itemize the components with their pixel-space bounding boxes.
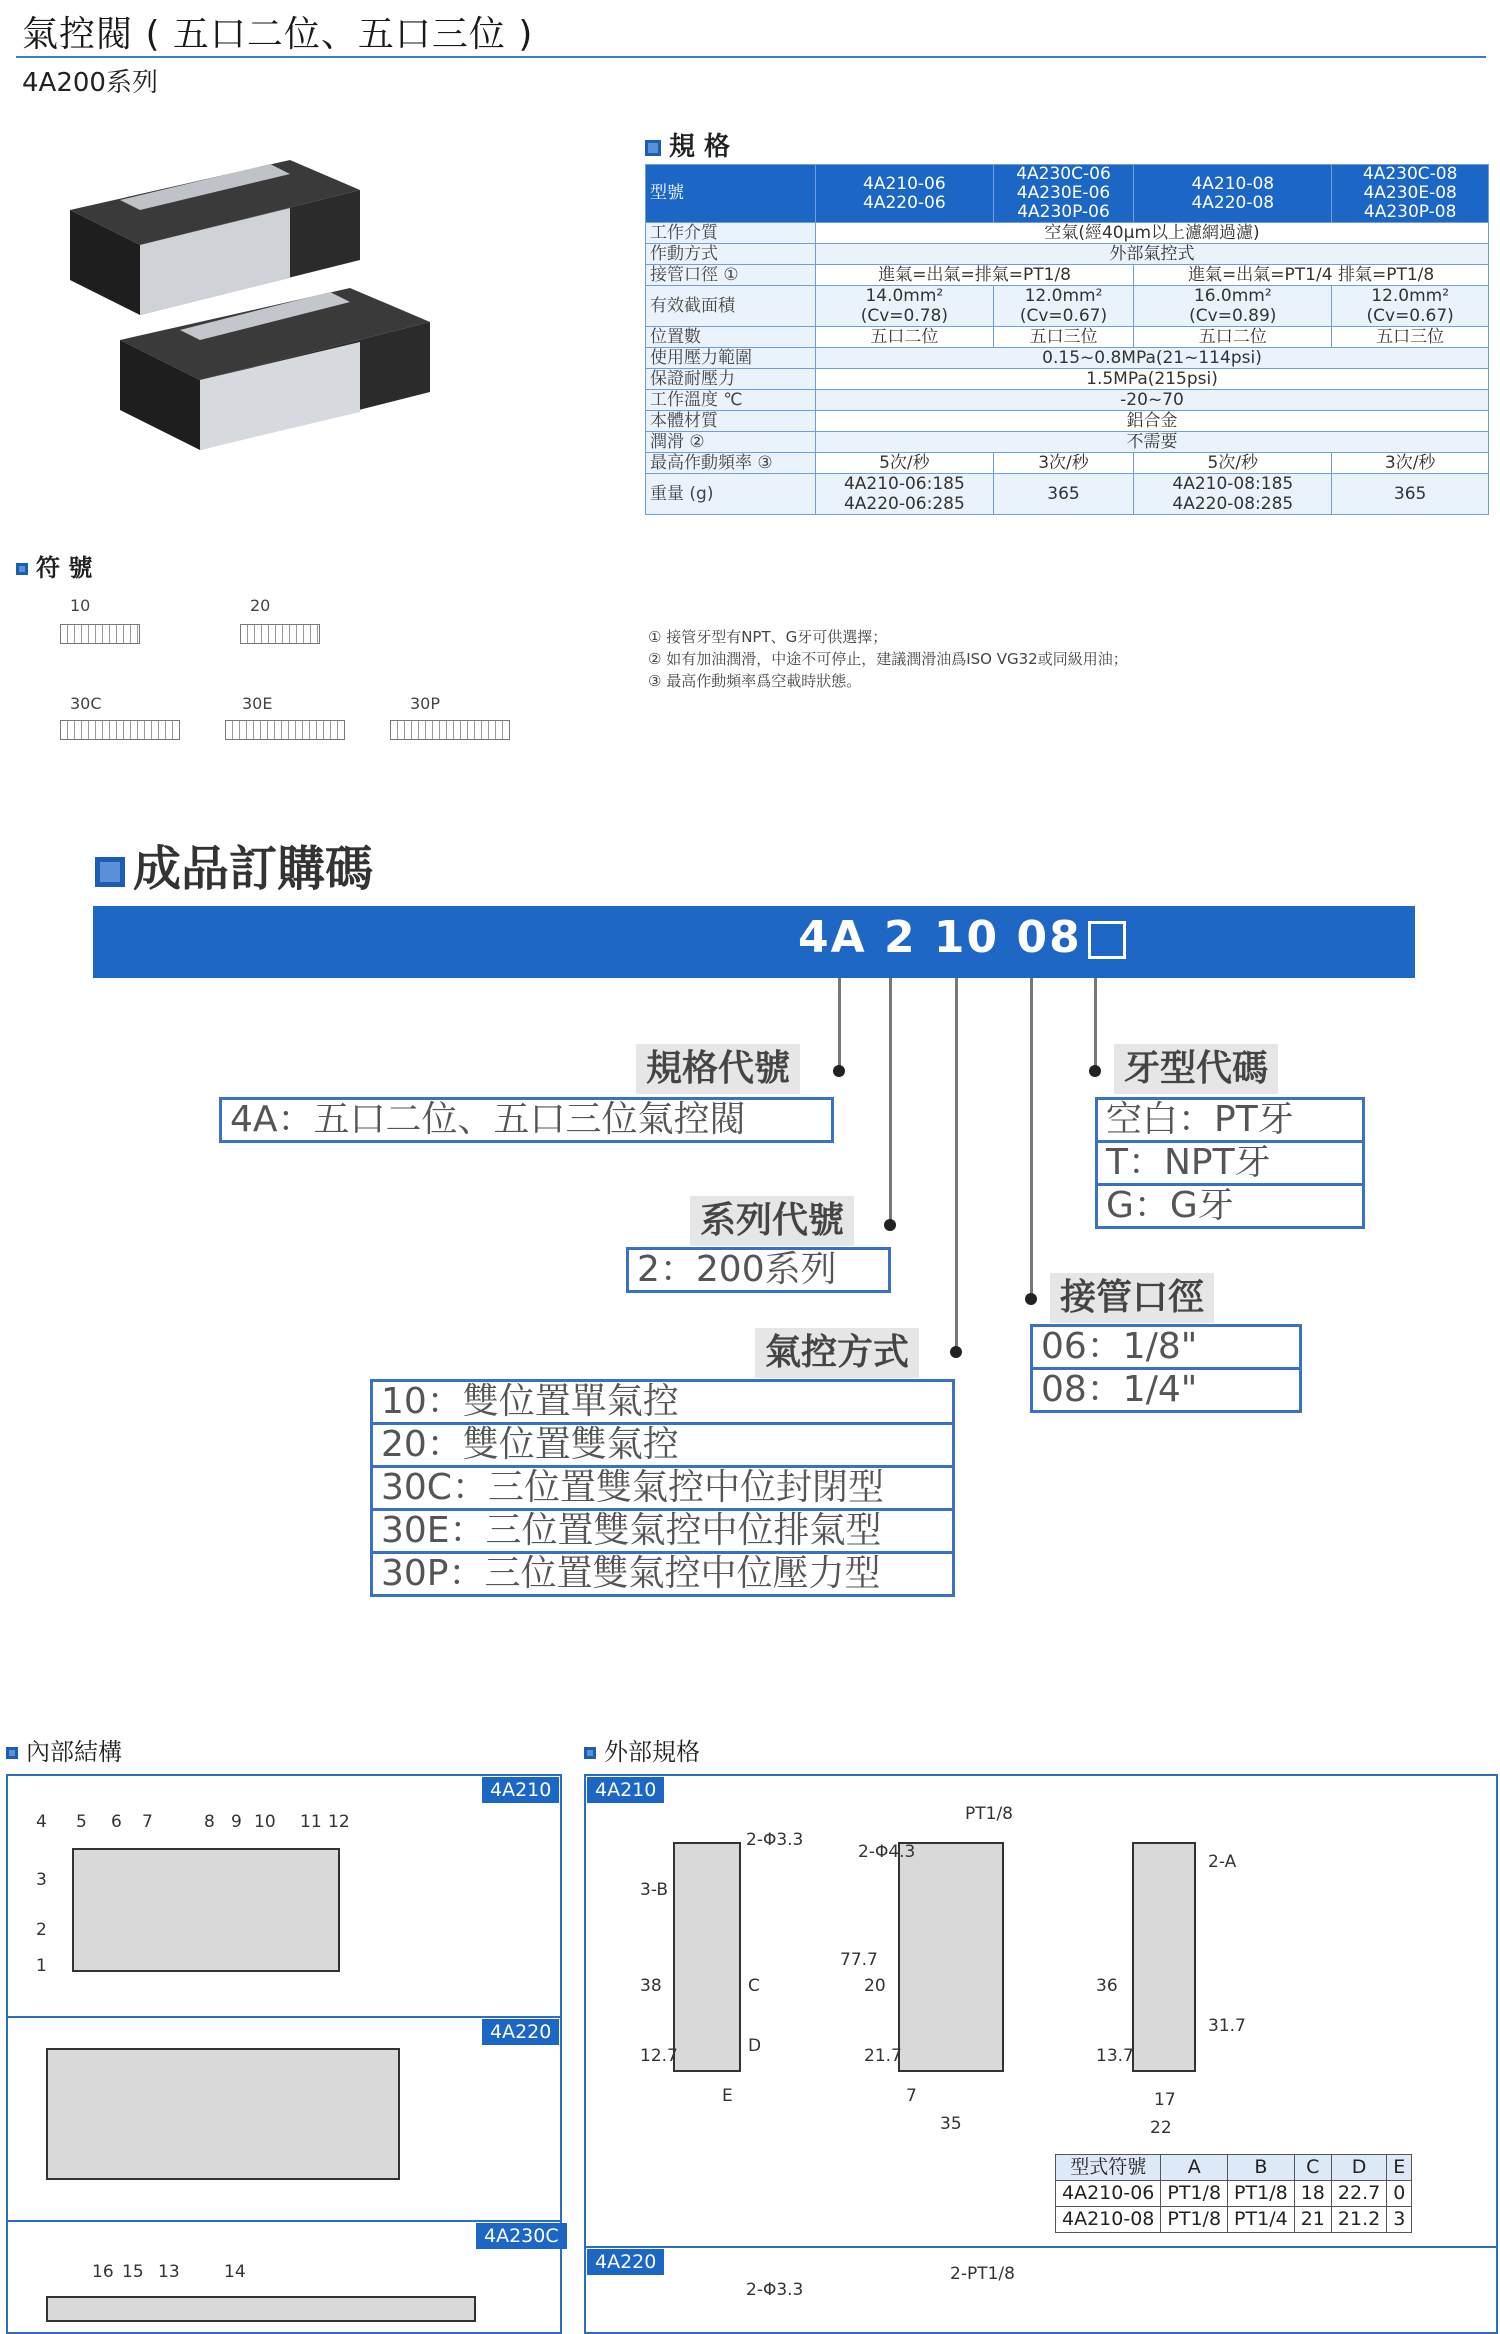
external-heading [584, 1732, 700, 1767]
port-option: 08：1/4" [1030, 1367, 1302, 1413]
weight-text: 4A210-08:185 [1172, 474, 1294, 494]
row-value [1134, 474, 1332, 515]
symbol-30c [60, 720, 180, 740]
order-heading [95, 830, 373, 899]
row-value [816, 474, 994, 515]
dim-label: 12.7 [640, 2046, 678, 2066]
area-text: 12.0mm² [1024, 286, 1103, 306]
weight-text: 4A220-08:285 [1172, 494, 1294, 514]
internal-heading-text: 內部結構 [26, 1738, 122, 1766]
thread-option: G：G牙 [1095, 1183, 1365, 1229]
row-value: 5次/秒 [1134, 453, 1332, 474]
row-value [993, 286, 1134, 327]
series-code-value: 2：200系列 [626, 1247, 891, 1293]
row-value: 0.15~0.8MPa(21~114psi) [816, 348, 1489, 369]
dim-row [1056, 2181, 1412, 2207]
row-value: 五口二位 [816, 327, 994, 348]
tag-4a230c-internal: 4A230C [476, 2223, 567, 2249]
tag-4a220-internal: 4A220 [482, 2019, 559, 2045]
model-text: 4A230E-08 [1363, 183, 1457, 203]
dim-cell: 18 [1294, 2181, 1331, 2207]
row-actuation [646, 244, 1489, 265]
connector-thread [1094, 978, 1097, 1071]
spec-heading [645, 126, 730, 163]
dim-label: 2-Φ4.3 [858, 1842, 916, 1862]
row-pressure [646, 348, 1489, 369]
control-option: 30E：三位置雙氣控中位排氣型 [370, 1508, 955, 1551]
row-value: 五口二位 [1134, 327, 1332, 348]
cv-text: (Cv=0.78) [860, 306, 948, 326]
series-subtitle: 4A200系列 [22, 68, 158, 98]
row-value: 5次/秒 [816, 453, 994, 474]
spec-notes [648, 626, 1128, 692]
row-temperature [646, 390, 1489, 411]
area-text: 14.0mm² [865, 286, 944, 306]
dim-label: 36 [1096, 1976, 1118, 1996]
dim-cell: 21 [1294, 2207, 1331, 2233]
dim-header: D [1331, 2155, 1386, 2181]
dim-header: 型式符號 [1056, 2155, 1161, 2181]
row-value: 365 [1332, 474, 1489, 515]
port-code-tag: 接管口徑 [1050, 1273, 1214, 1323]
dim-header-row [1056, 2155, 1412, 2181]
row-material [646, 411, 1489, 432]
dim-header: C [1294, 2155, 1331, 2181]
col-4a230-06 [993, 165, 1134, 223]
thread-options [1095, 1097, 1365, 1229]
area-text: 12.0mm² [1371, 286, 1450, 306]
dim-label: 22 [1150, 2118, 1172, 2138]
dim-cell: 0 [1387, 2181, 1412, 2207]
section-drawing-4a220 [46, 2048, 400, 2180]
connector-dot [884, 1219, 896, 1231]
callout: 4 [36, 1812, 47, 1832]
spec-heading-text: 規 格 [669, 132, 731, 162]
model-text: 4A210-08 [1191, 173, 1275, 194]
row-frequency [646, 453, 1489, 474]
dim-label: 2-Φ3.3 [746, 1830, 804, 1850]
spec-code-value: 4A：五口二位、五口三位氣控閥 [219, 1097, 834, 1143]
connector-dot [1025, 1293, 1037, 1305]
dim-row [1056, 2207, 1412, 2233]
callout: 7 [142, 1812, 153, 1832]
row-value: 365 [993, 474, 1134, 515]
row-value: 空氣(經40μm以上濾網過濾) [816, 223, 1489, 244]
weight-text: 4A210-06:185 [843, 474, 965, 494]
connector-dot [833, 1065, 845, 1077]
model-text: 4A230P-08 [1363, 202, 1457, 222]
dim-label: 13.7 [1096, 2046, 1134, 2066]
thread-code-tag: 牙型代碼 [1114, 1044, 1278, 1094]
callout: 1 [36, 1956, 47, 1976]
dim-label: 7 [906, 2086, 917, 2106]
dim-label: 77.7 [840, 1950, 878, 1970]
row-label: 本體材質 [646, 411, 816, 432]
row-value: 3次/秒 [993, 453, 1134, 474]
row-label: 最高作動頻率 ③ [646, 453, 816, 474]
row-value [1134, 286, 1332, 327]
thread-option: T：NPT牙 [1095, 1140, 1365, 1183]
dim-label: 2-PT1/8 [950, 2264, 1015, 2284]
thread-code-box [1088, 921, 1126, 959]
thread-option: 空白：PT牙 [1095, 1097, 1365, 1140]
dim-label: 20 [864, 1976, 886, 1996]
dim-label: 38 [640, 1976, 662, 1996]
model-text: 4A230C-06 [1016, 164, 1111, 184]
row-weight [646, 474, 1489, 515]
callout: 8 [204, 1812, 215, 1832]
callout: 3 [36, 1870, 47, 1890]
model-text: 4A230P-06 [1017, 202, 1110, 222]
row-lubrication [646, 432, 1489, 453]
section-drawing-4a210 [72, 1848, 340, 1972]
col-model: 型號 [646, 165, 816, 223]
series-code-tag: 系列代號 [690, 1196, 854, 1246]
section-square-icon [6, 1747, 18, 1759]
dim-cell: 22.7 [1331, 2181, 1386, 2207]
dim-label: 17 [1154, 2090, 1176, 2110]
spec-header-row [646, 165, 1489, 223]
panel-divider [8, 2016, 560, 2018]
control-option: 10：雙位置單氣控 [370, 1379, 955, 1422]
row-value: 3次/秒 [1332, 453, 1489, 474]
callout: 12 [328, 1812, 350, 1832]
dim-label: 31.7 [1208, 2016, 1246, 2036]
col-4a210-08 [1134, 165, 1332, 223]
control-option: 20：雙位置雙氣控 [370, 1422, 955, 1465]
row-label: 工作介質 [646, 223, 816, 244]
callout: 5 [76, 1812, 87, 1832]
model-text: 4A230C-08 [1362, 164, 1458, 184]
spec-code-tag: 規格代號 [636, 1044, 800, 1094]
row-port [646, 265, 1489, 286]
row-label: 作動方式 [646, 244, 816, 265]
row-label: 接管口徑 ① [646, 265, 816, 286]
area-text: 16.0mm² [1193, 286, 1272, 306]
callout: 13 [158, 2262, 180, 2282]
symbol-20 [240, 624, 320, 644]
tag-4a220-external: 4A220 [587, 2249, 664, 2275]
row-proof [646, 369, 1489, 390]
callout: 2 [36, 1920, 47, 1940]
section-square-icon [645, 140, 661, 156]
product-photo [60, 140, 460, 470]
dim-cell: 4A210-06 [1056, 2181, 1161, 2207]
row-value: 不需要 [816, 432, 1489, 453]
col-4a210-06 [816, 165, 994, 223]
dim-label: 35 [940, 2114, 962, 2134]
model-text: 4A230E-06 [1016, 183, 1111, 203]
row-area [646, 286, 1489, 327]
section-drawing-4a230c [46, 2296, 476, 2322]
callout: 15 [122, 2262, 144, 2282]
row-value: 進氣=出氣=排氣=PT1/8 [816, 265, 1134, 286]
cv-text: (Cv=0.67) [1366, 306, 1454, 326]
cv-text: (Cv=0.89) [1189, 306, 1277, 326]
control-options [370, 1379, 955, 1597]
row-value: -20~70 [816, 390, 1489, 411]
symbol-30p [390, 720, 510, 740]
front-view-drawing [673, 1842, 741, 2072]
row-label: 使用壓力範圍 [646, 348, 816, 369]
row-value [816, 286, 994, 327]
tag-4a210-external: 4A210 [587, 1777, 664, 1803]
dimension-table [1055, 2154, 1412, 2233]
tag-4a210-internal: 4A210 [482, 1777, 559, 1803]
callout: 9 [231, 1812, 242, 1832]
order-code-text: 4A 2 10 08 [798, 912, 1082, 963]
row-value: 進氣=出氣=PT1/4 排氣=PT1/8 [1134, 265, 1489, 286]
symbol-30e [225, 720, 345, 740]
row-value: 外部氣控式 [816, 244, 1489, 265]
connector-spec [838, 978, 841, 1071]
row-value: 鋁合金 [816, 411, 1489, 432]
symbol-10 [60, 624, 140, 644]
dim-label: 3-B [640, 1880, 669, 1900]
dim-cell: 3 [1387, 2207, 1412, 2233]
internal-heading [6, 1732, 122, 1767]
row-value: 五口三位 [1332, 327, 1489, 348]
model-text: 4A220-08 [1191, 192, 1275, 213]
section-square-icon [95, 857, 125, 887]
dim-label: D [748, 2036, 762, 2056]
symbol-label-20: 20 [250, 596, 271, 615]
control-option: 30C：三位置雙氣控中位封閉型 [370, 1465, 955, 1508]
control-option: 30P：三位置雙氣控中位壓力型 [370, 1551, 955, 1597]
row-label: 工作溫度 ℃ [646, 390, 816, 411]
order-heading-text: 成品訂購碼 [133, 841, 374, 897]
row-value: 五口三位 [993, 327, 1134, 348]
external-heading-text: 外部規格 [604, 1738, 700, 1766]
dim-cell: PT1/4 [1228, 2207, 1295, 2233]
dim-header: A [1161, 2155, 1228, 2181]
note-1: ① 接管牙型有NPT、G牙可供選擇； [648, 628, 888, 646]
note-2: ② 如有加油潤滑，中途不可停止，建議潤滑油爲ISO VG32或同級用油； [648, 650, 1128, 668]
symbol-label-30p: 30P [410, 694, 441, 713]
control-code-tag: 氣控方式 [755, 1328, 919, 1378]
page-title: 氣控閥 ( 五口二位、五口三位 ) [22, 14, 534, 55]
model-text: 4A220-06 [863, 192, 946, 213]
symbol-label-30e: 30E [242, 694, 273, 713]
connector-port [1030, 978, 1033, 1298]
connector-dot [950, 1346, 962, 1358]
side-view-drawing [898, 1842, 1004, 2072]
callout: 16 [92, 2262, 114, 2282]
dim-label: 2-A [1208, 1852, 1237, 1872]
row-value: 1.5MPa(215psi) [816, 369, 1489, 390]
panel-divider [8, 2220, 560, 2222]
order-code [798, 912, 1126, 963]
dim-cell: PT1/8 [1161, 2181, 1228, 2207]
callout: 11 [300, 1812, 322, 1832]
rear-view-drawing [1132, 1842, 1196, 2072]
port-options [1030, 1324, 1302, 1413]
dim-cell: PT1/8 [1228, 2181, 1295, 2207]
symbol-label-10: 10 [70, 596, 91, 615]
connector-series [889, 978, 892, 1225]
symbol-label-30c: 30C [70, 694, 102, 713]
symbols-heading-text: 符 號 [36, 554, 93, 582]
section-square-icon [584, 1747, 596, 1759]
dim-label: E [722, 2086, 733, 2106]
connector-dot [1089, 1065, 1101, 1077]
cv-text: (Cv=0.67) [1019, 306, 1108, 326]
symbols-heading [16, 548, 92, 583]
row-label: 保證耐壓力 [646, 369, 816, 390]
port-option: 06：1/8" [1030, 1324, 1302, 1367]
callout: 6 [111, 1812, 122, 1832]
dim-header: B [1228, 2155, 1295, 2181]
callout: 10 [254, 1812, 276, 1832]
note-3: ③ 最高作動頻率爲空載時狀態。 [648, 672, 862, 690]
section-square-icon [16, 563, 28, 575]
row-label: 有效截面積 [646, 286, 816, 327]
row-label: 潤滑 ② [646, 432, 816, 453]
dim-label: C [748, 1976, 760, 1996]
dim-cell: PT1/8 [1161, 2207, 1228, 2233]
dim-header: E [1387, 2155, 1412, 2181]
row-medium [646, 223, 1489, 244]
dim-cell: 4A210-08 [1056, 2207, 1161, 2233]
dim-label: 2-Φ3.3 [746, 2280, 804, 2300]
row-positions [646, 327, 1489, 348]
dim-cell: 21.2 [1331, 2207, 1386, 2233]
spec-table [645, 164, 1489, 515]
dim-label: PT1/8 [965, 1804, 1013, 1824]
dim-label: 21.7 [864, 2046, 902, 2066]
order-code-bar [93, 906, 1415, 978]
title-divider [16, 56, 1486, 58]
callout: 14 [224, 2262, 246, 2282]
panel-divider [586, 2246, 1496, 2248]
col-4a230-08 [1332, 165, 1489, 223]
connector-control [955, 978, 958, 1350]
row-value [1332, 286, 1489, 327]
model-text: 4A210-06 [863, 173, 946, 194]
row-label: 位置數 [646, 327, 816, 348]
row-label: 重量 (g) [646, 474, 816, 515]
weight-text: 4A220-06:285 [843, 494, 965, 514]
